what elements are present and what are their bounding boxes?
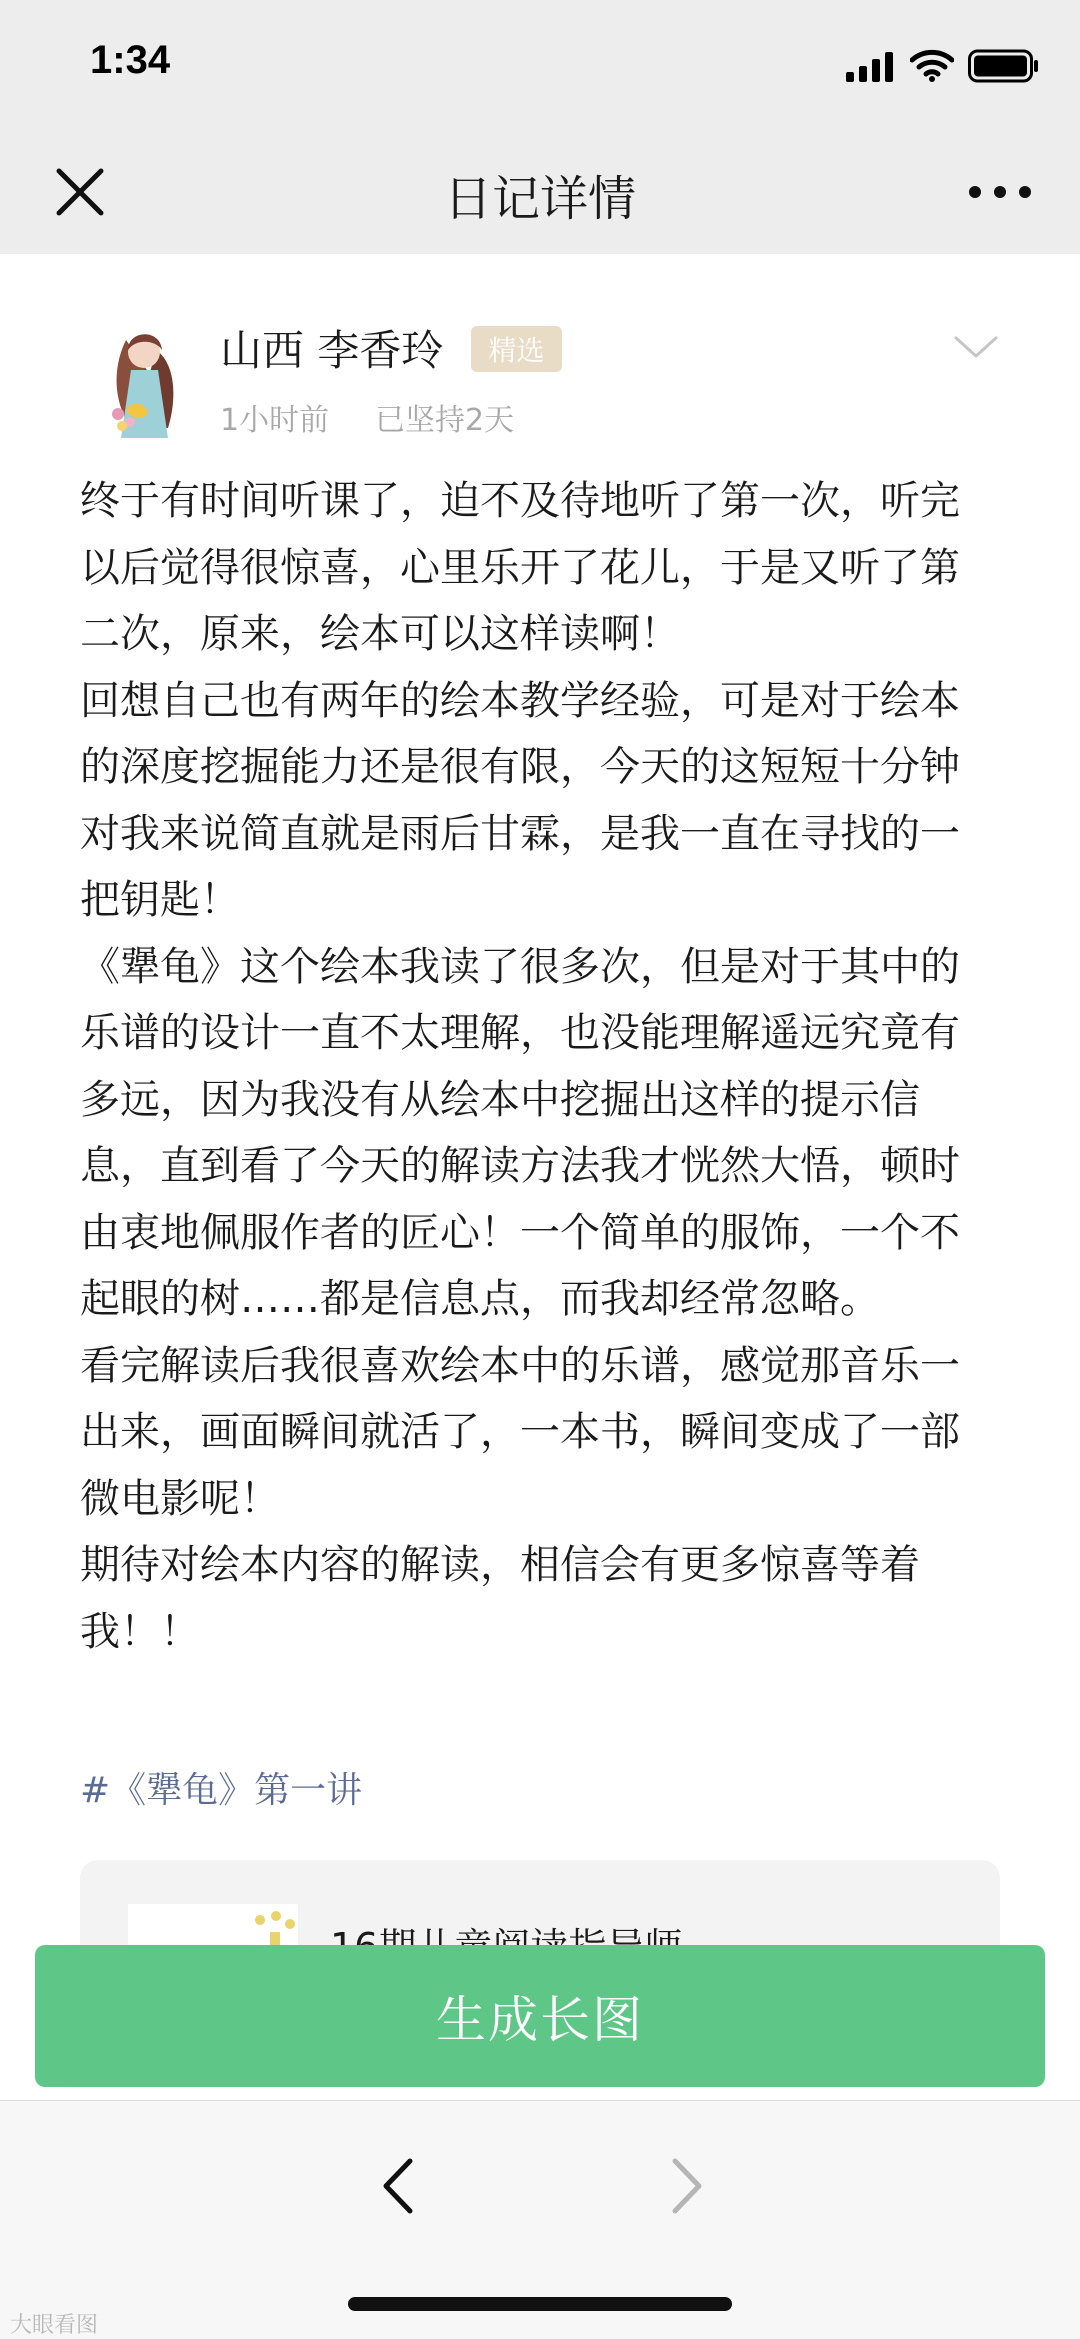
paragraph: 《犟龟》这个绘本我读了很多次，但是对于其中的乐谱的设计一直不太理解，也没能理解遥远究竟有多远，因为我没有从绘本中挖掘出这样的提示信息，直到看了今天的解读方法我才恍然大悟，顿时由衷地佩服作者的匠心！一个简单的服饰，一个不起眼的树……都是信息点，而我却经常忽略。 bbox=[80, 943, 960, 1322]
wifi-icon bbox=[910, 48, 954, 82]
diary-body bbox=[80, 468, 995, 1665]
topic-tag[interactable]: #《犟龟》第一讲 bbox=[80, 1770, 363, 1811]
battery-icon bbox=[968, 48, 1040, 84]
chevron-right-icon[interactable] bbox=[655, 2151, 715, 2221]
watermark: 大眼看图 bbox=[10, 2313, 99, 2338]
more-button[interactable] bbox=[955, 152, 1045, 232]
post-time: 1小时前 bbox=[220, 403, 330, 438]
chevron-left-icon[interactable] bbox=[370, 2151, 430, 2221]
streak-days: 已坚持2天 bbox=[375, 403, 515, 438]
paragraph: 回想自己也有两年的绘本教学经验，可是对于绘本的深度挖掘能力还是很有限，今天的这短短十分钟对我来说简直就是雨后甘霖，是我一直在寻找的一把钥匙！ bbox=[80, 677, 960, 923]
avatar[interactable] bbox=[96, 310, 196, 440]
chevron-down-icon[interactable] bbox=[950, 320, 1002, 372]
home-indicator bbox=[348, 2297, 732, 2311]
nav-bar bbox=[0, 130, 1080, 254]
generate-long-image-button[interactable]: 生成长图 bbox=[35, 1945, 1045, 2087]
page-title: 日记详情 bbox=[443, 171, 636, 227]
more-icon bbox=[968, 185, 1032, 199]
status-time: 1:34 bbox=[90, 38, 171, 82]
paragraph: 终于有时间听课了，迫不及待地听了第一次，听完以后觉得很惊喜，心里乐开了花儿，于是又听了第二次，原来，绘本可以这样读啊！ bbox=[80, 478, 960, 657]
paragraph: 看完解读后我很喜欢绘本中的乐谱，感觉那音乐一出来，画面瞬间就活了，一本书，瞬间变成了一部微电影呢！ bbox=[80, 1342, 960, 1522]
paragraph: 期待对绘本内容的解读，相信会有更多惊喜等着我！！ bbox=[80, 1542, 920, 1655]
featured-badge: 精选 bbox=[471, 326, 562, 372]
author-name[interactable]: 山西 李香玲 bbox=[220, 326, 444, 375]
signal-icon bbox=[846, 52, 896, 82]
status-bar bbox=[0, 0, 1080, 130]
